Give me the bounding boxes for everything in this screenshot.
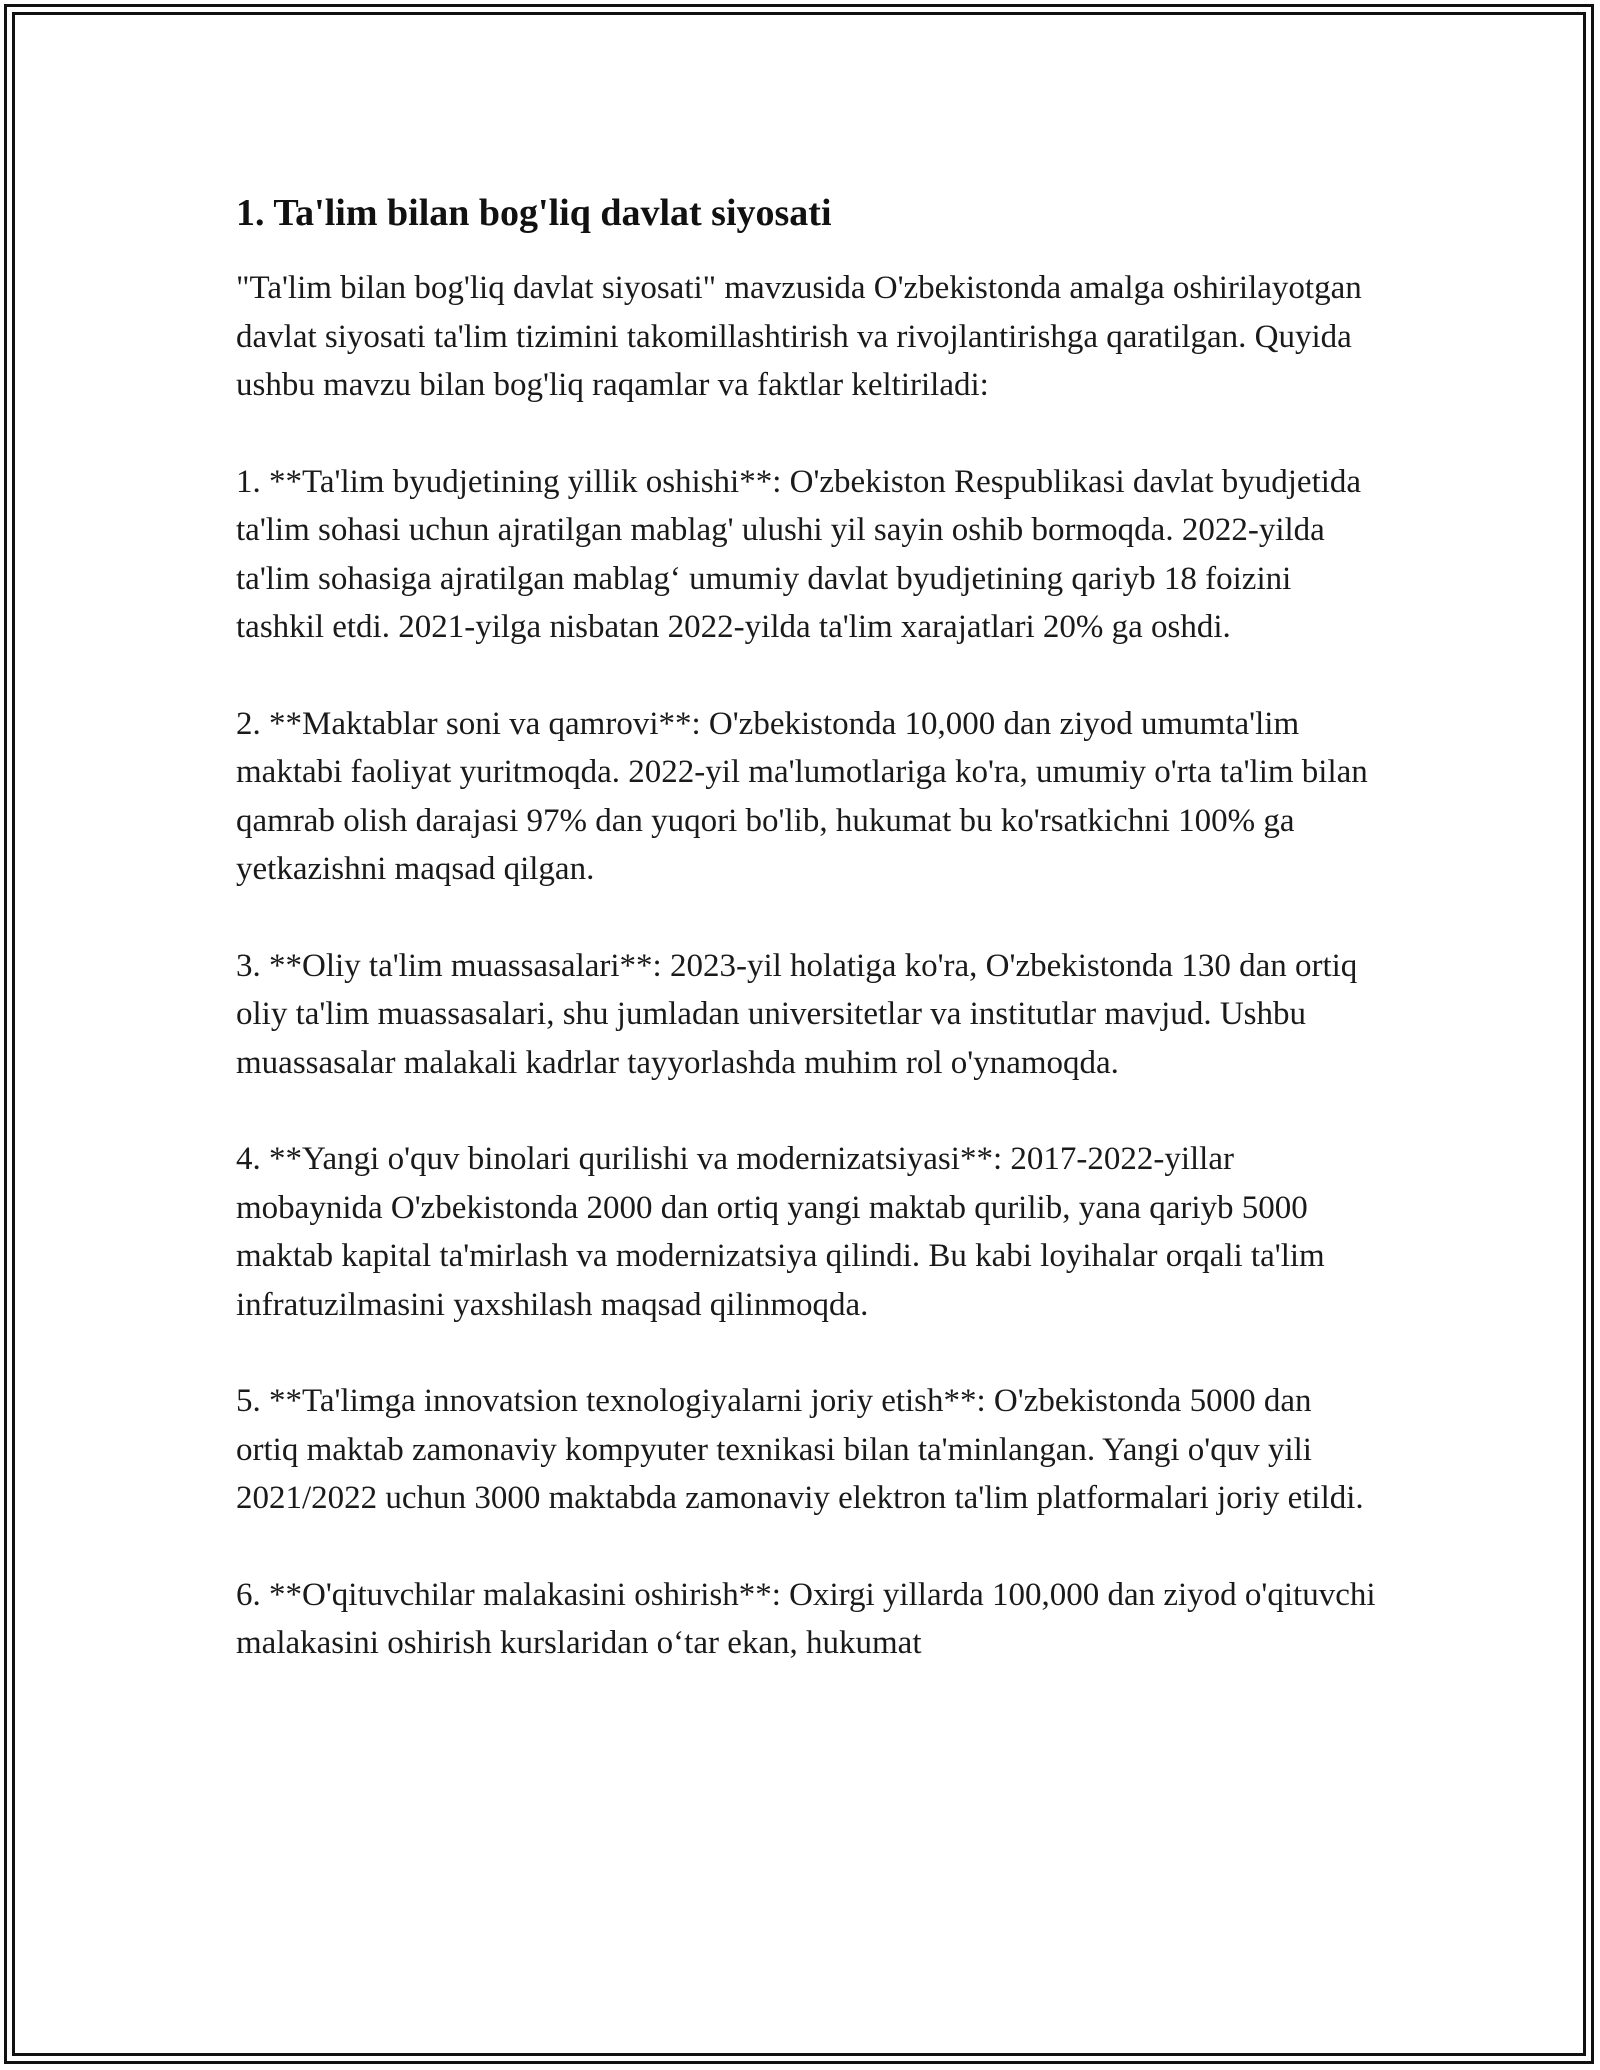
list-item-teacher-training: 6. **O'qituvchilar malakasini oshirish**: Oxirgi yillarda 100,000 dan ziyod o'qituvchi malakasini oshirish kurslaridan o‘tar ekan, hukumat (236, 1576, 1376, 1661)
intro-paragraph: "Ta'lim bilan bog'liq davlat siyosati" mavzusida O'zbekistonda amalga oshirilayotgan davlat siyosati ta'lim tizimini takomillashtirish va rivojlantirishga qaratilgan. Quyida ushbu mavzu bilan bog'liq raqamlar va faktlar keltiriladi: (236, 270, 1362, 403)
document-body (236, 188, 1376, 1716)
list-item-innovative-technologies: 5. **Ta'limga innovatsion texnologiyalarni joriy etish**: O'zbekistonda 5000 dan ortiq maktab zamonaviy kompyuter texnikasi bilan ta'minlangan. Yangi o'quv yili 2021/2022 uchun 3000 maktabda zamonaviy elektron ta'lim platformalari joriy etildi. (236, 1383, 1364, 1516)
list-item-new-buildings: 4. **Yangi o'quv binolari qurilishi va modernizatsiyasi**: 2017-2022-yillar mobaynida O'zbekistonda 2000 dan ortiq yangi maktab qurilib, yana qariyb 5000 maktab kapital ta'mirlash va modernizatsiya qilindi. Bu kabi loyihalar orqali ta'lim infratuzilmasini yaxshilash maqsad qilinmoqda. (236, 1141, 1325, 1323)
document-title: 1. Ta'lim bilan bog'liq davlat siyosati (236, 192, 832, 234)
list-item-education-budget: 1. **Ta'lim byudjetining yillik oshishi**: O'zbekiston Respublikasi davlat byudjetida ta'lim sohasi uchun ajratilgan mablag' ulushi yil sayin oshib bormoqda. 2022-yilda ta'lim sohasiga ajratilgan mablag‘ umumiy davlat byudjetining qariyb 18 foizini tashkil etdi. 2021-yilga nisbatan 2022-yilda ta'lim xarajatlari 20% ga oshdi. (236, 463, 1362, 645)
list-item-schools-coverage: 2. **Maktablar soni va qamrovi**: O'zbekistonda 10,000 dan ziyod umumta'lim maktabi faoliyat yuritmoqda. 2022-yil ma'lumotlariga ko'ra, umumiy o'rta ta'lim bilan qamrab olish darajasi 97% dan yuqori bo'lib, hukumat bu ko'rsatkichni 100% ga yetkazishni maqsad qilgan. (236, 705, 1368, 887)
list-item-higher-education: 3. **Oliy ta'lim muassasalari**: 2023-yil holatiga ko'ra, O'zbekistonda 130 dan ortiq oliy ta'lim muassasalari, shu jumladan universitetlar va institutlar mavjud. Ushbu muassasalar malakali kadrlar tayyorlashda muhim rol o'ynamoqda. (236, 947, 1358, 1081)
